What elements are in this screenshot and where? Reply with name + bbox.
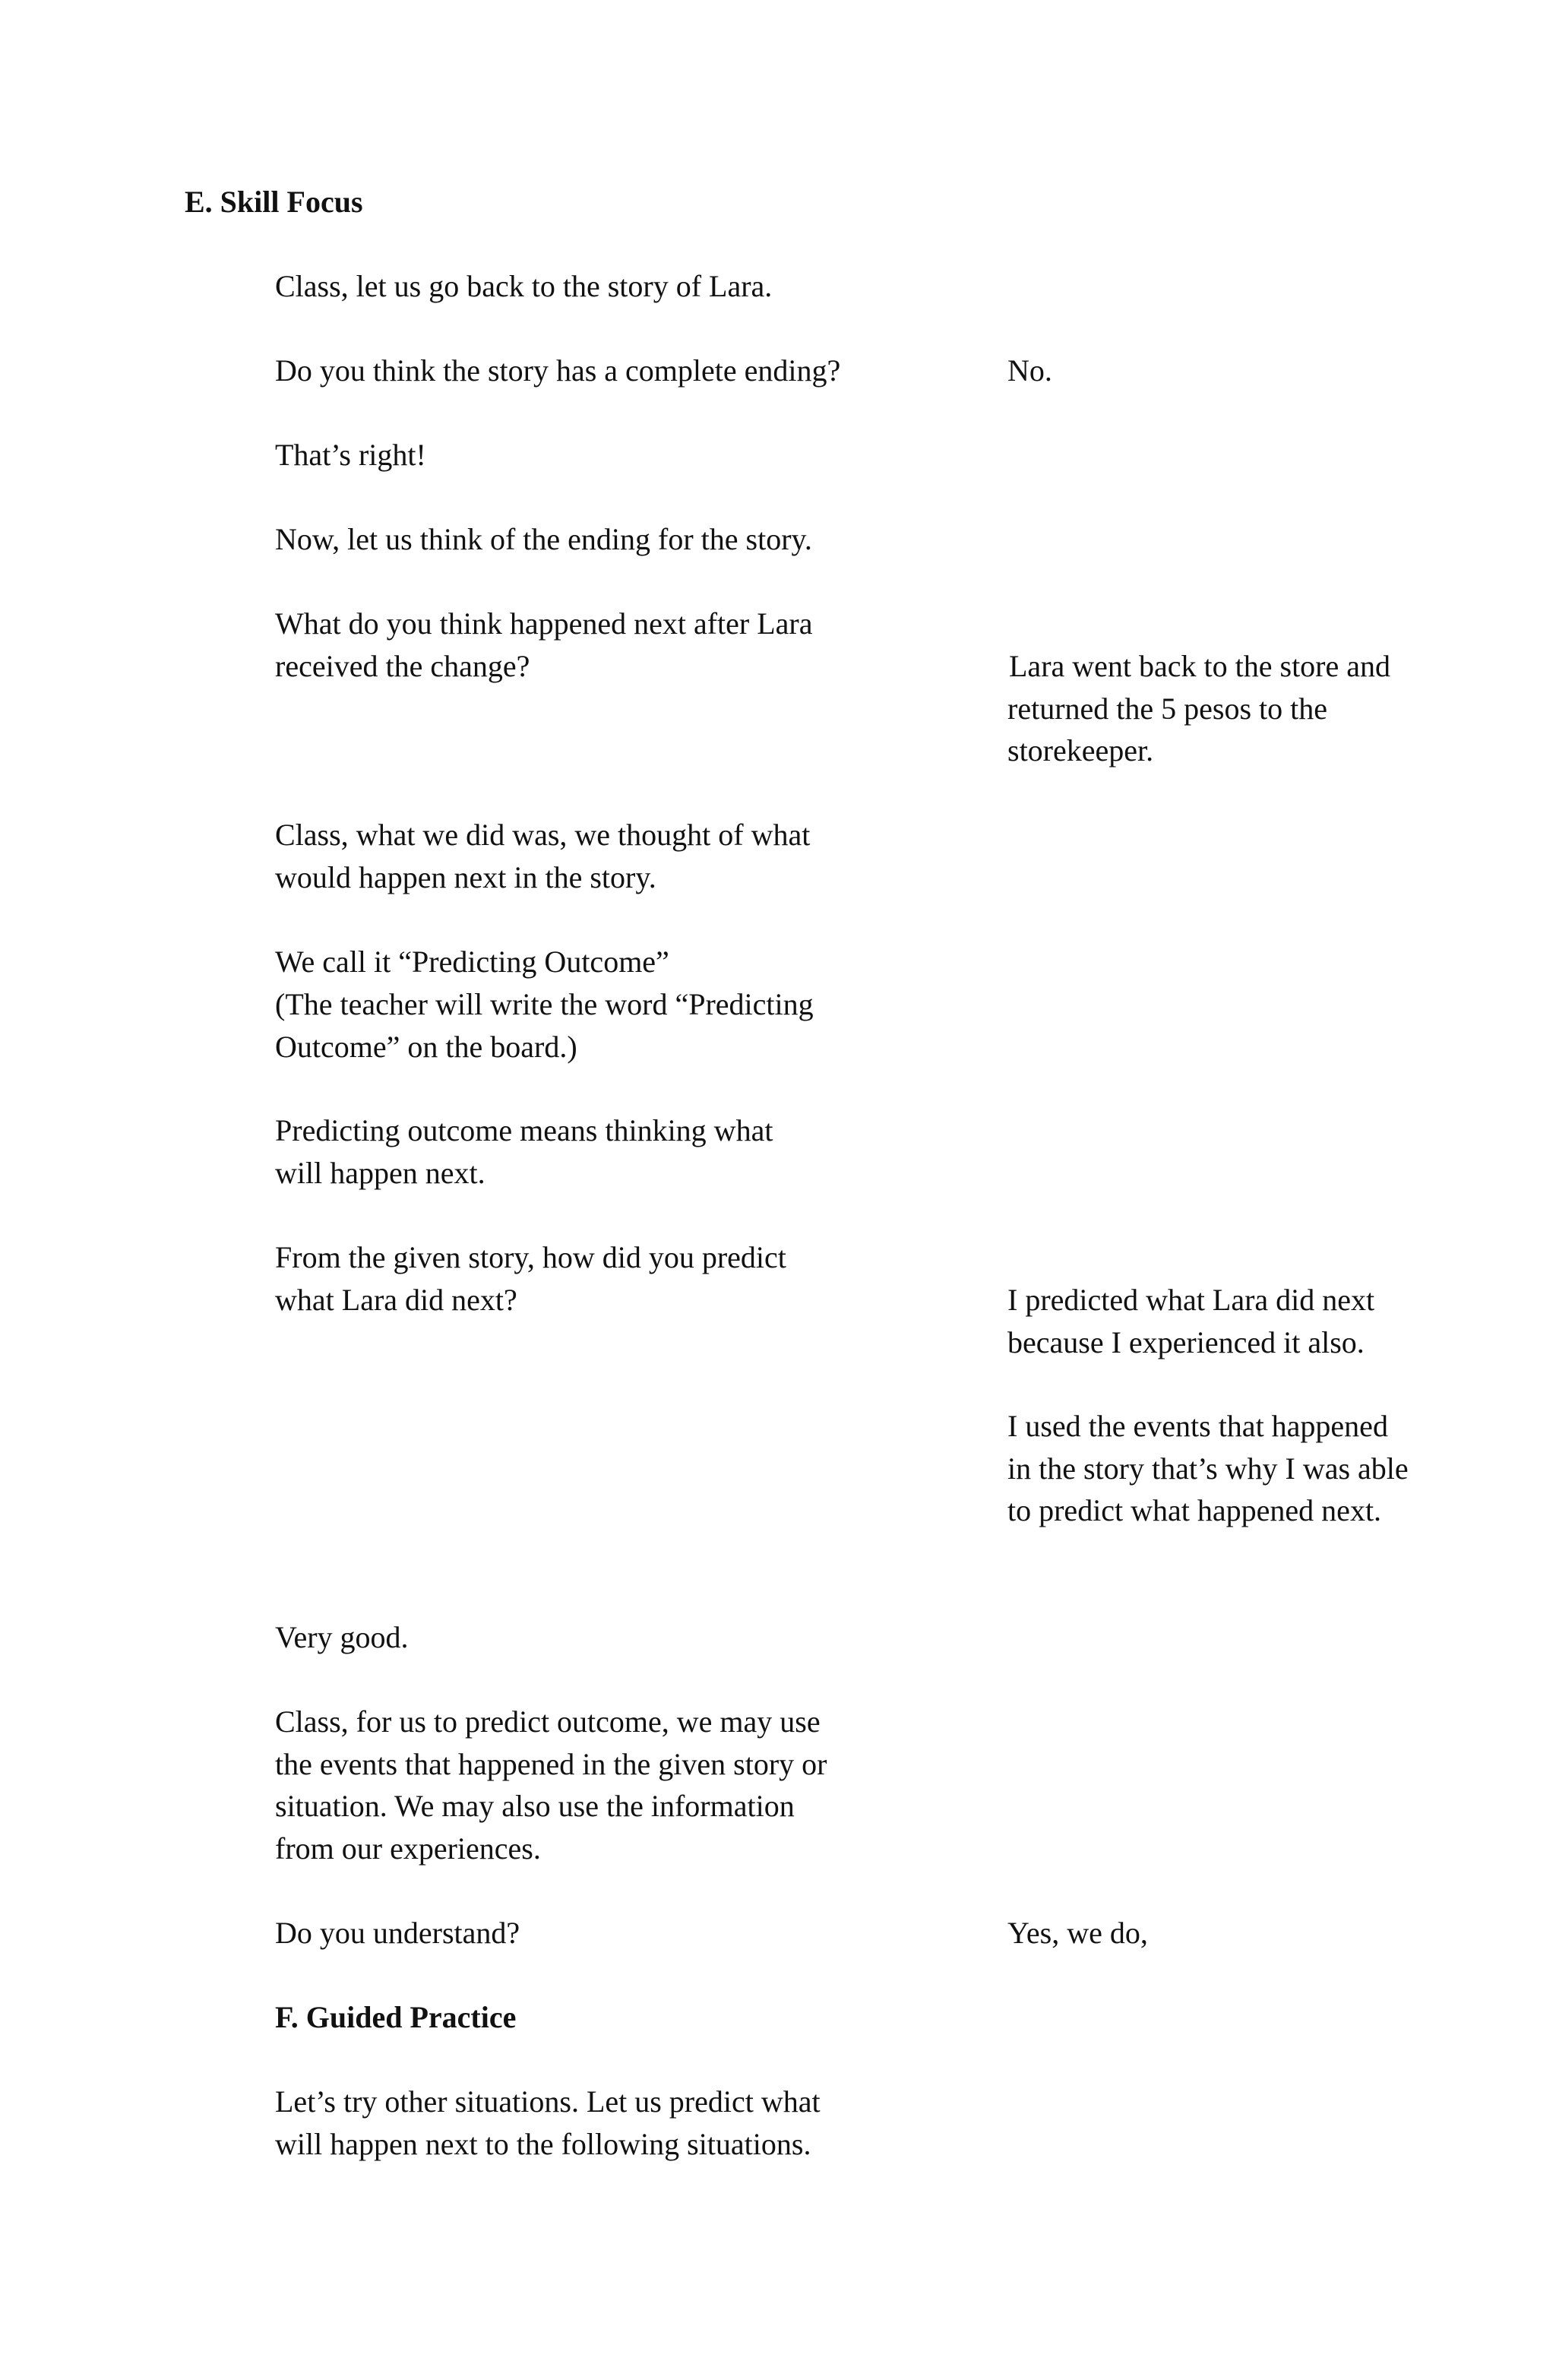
teacher-line: would happen next in the story. — [275, 860, 656, 894]
section-heading-guided-practice: F. Guided Practice — [275, 2000, 517, 2034]
pupil-response: because I experienced it also. — [1007, 1325, 1365, 1359]
pupil-response: I predicted what Lara did next — [1007, 1283, 1375, 1317]
pupil-response: Yes, we do, — [1007, 1916, 1148, 1950]
teacher-line: Do you understand? — [275, 1916, 520, 1950]
teacher-line: Class, what we did was, we thought of what — [275, 818, 811, 852]
section-heading-skill-focus: E. Skill Focus — [185, 185, 363, 219]
pupil-response: in the story that’s why I was able — [1007, 1451, 1409, 1486]
pupil-response: storekeeper. — [1007, 733, 1154, 767]
teacher-line: from our experiences. — [275, 1831, 541, 1866]
pupil-response: returned the 5 pesos to the — [1007, 692, 1327, 726]
teacher-line: Let’s try other situations. Let us predict what — [275, 2084, 821, 2119]
teacher-line: From the given story, how did you predict — [275, 1240, 786, 1274]
teacher-line: (The teacher will write the word “Predicting — [275, 987, 814, 1021]
teacher-line: What do you think happened next after Lara — [275, 606, 813, 641]
teacher-line: Class, for us to predict outcome, we may use — [275, 1704, 821, 1739]
teacher-line: what Lara did next? — [275, 1283, 517, 1317]
pupil-response: No. — [1007, 353, 1052, 388]
teacher-line: received the change? — [275, 649, 530, 683]
teacher-line: will happen next. — [275, 1156, 485, 1190]
teacher-line: situation. We may also use the information — [275, 1789, 795, 1823]
pupil-response: to predict what happened next. — [1007, 1493, 1382, 1527]
pupil-response: I used the events that happened — [1007, 1409, 1388, 1443]
teacher-line: will happen next to the following situations. — [275, 2127, 811, 2161]
pupil-response: Lara went back to the store and — [1009, 649, 1391, 683]
teacher-line: Outcome” on the board.) — [275, 1030, 577, 1064]
teacher-line: the events that happened in the given story or — [275, 1747, 827, 1781]
teacher-line: Very good. — [275, 1620, 409, 1654]
teacher-line: Predicting outcome means thinking what — [275, 1113, 773, 1147]
teacher-line: Now, let us think of the ending for the story. — [275, 522, 812, 556]
teacher-line: That’s right! — [275, 438, 426, 472]
teacher-line: Class, let us go back to the story of Lara. — [275, 269, 773, 303]
teacher-line: Do you think the story has a complete ending? — [275, 353, 841, 388]
teacher-line: We call it “Predicting Outcome” — [275, 945, 669, 979]
